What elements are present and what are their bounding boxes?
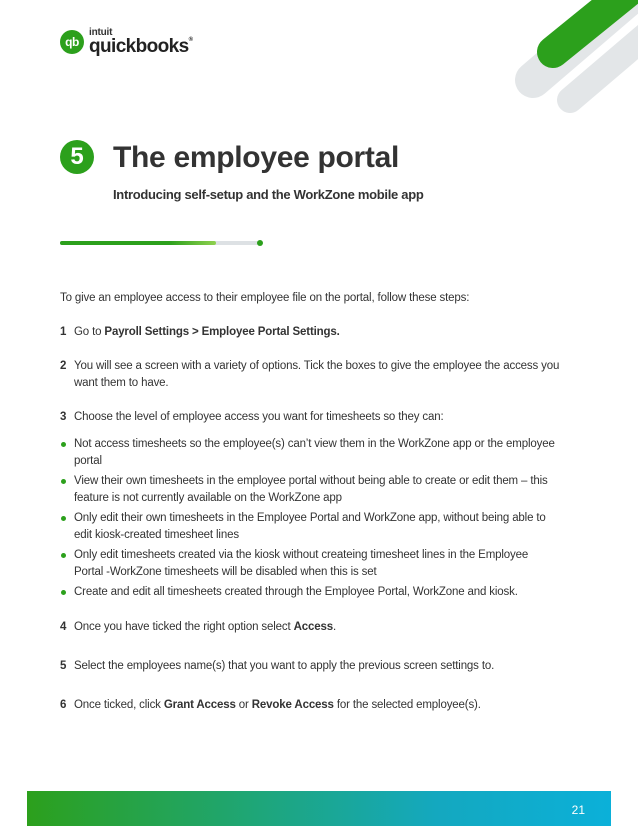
step-number: 3 [60, 411, 67, 423]
step-number: 5 [60, 660, 67, 672]
intro-paragraph: To give an employee access to their employee file on the portal, follow these steps: [60, 292, 470, 304]
logo-intuit-text: intuit [89, 27, 113, 38]
step-text: Choose the level of employee access you want for timesheets so they can: [74, 411, 444, 423]
step-4 [60, 619, 560, 636]
progress-fill [60, 241, 216, 245]
logo-registered-mark: ® [188, 37, 193, 43]
footer-bar [27, 791, 611, 826]
step-5 [60, 658, 560, 675]
timesheet-access-options [60, 436, 560, 601]
list-item: Only edit their own timesheets in the Employee Portal and WorkZone app, without being able to edit kiosk-created timesheet lines [60, 510, 560, 544]
progress-end-dot [257, 240, 263, 246]
page-subtitle: Introducing self-setup and the WorkZone mobile app [113, 187, 424, 202]
corner-decoration [438, 0, 638, 115]
logo-quickbooks-text: quickbooks® [89, 36, 193, 57]
step-number: 6 [60, 699, 67, 711]
step-text: Go to Payroll Settings > Employee Portal Settings. [74, 326, 340, 338]
qb-logo-icon: qb [60, 30, 84, 54]
step-2 [60, 358, 560, 392]
logo-wordmark [89, 28, 192, 56]
access-label: Access [293, 621, 333, 633]
step-text: Once ticked, click Grant Access or Revoke Access for the selected employee(s). [74, 699, 481, 711]
page-number: 21 [571, 803, 585, 817]
step-number: 2 [60, 360, 67, 372]
list-item: Create and edit all timesheets created through the Employee Portal, WorkZone and kiosk. [60, 584, 560, 601]
list-item: Not access timesheets so the employee(s) can’t view them in the WorkZone app or the employee portal [60, 436, 560, 470]
step-3 [60, 409, 560, 426]
page-title: The employee portal [113, 141, 400, 174]
settings-path: Payroll Settings > Employee Portal Settings. [104, 326, 340, 338]
section-number-badge: 5 [60, 140, 94, 174]
grant-access-label: Grant Access [163, 699, 236, 711]
revoke-access-label: Revoke Access [251, 699, 334, 711]
step-number: 4 [60, 621, 67, 633]
step-text: Once you have ticked the right option select Access. [74, 621, 336, 633]
instructions-body [60, 290, 560, 731]
step-6 [60, 697, 560, 714]
step-1 [60, 324, 560, 341]
progress-bar [60, 240, 263, 246]
step-text: Select the employees name(s) that you want to apply the previous screen settings to. [74, 660, 495, 672]
step-text: You will see a screen with a variety of options. Tick the boxes to give the employee the access you want them to have. [74, 360, 560, 389]
quickbooks-logo [60, 28, 192, 56]
step-number: 1 [60, 326, 67, 338]
list-item: View their own timesheets in the employee portal without being able to create or edit them – this feature is not currently available on the WorkZone app [60, 473, 560, 507]
list-item: Only edit timesheets created via the kiosk without createing timesheet lines in the Employee Portal -WorkZone timesheets will be disabled when this is set [60, 547, 560, 581]
